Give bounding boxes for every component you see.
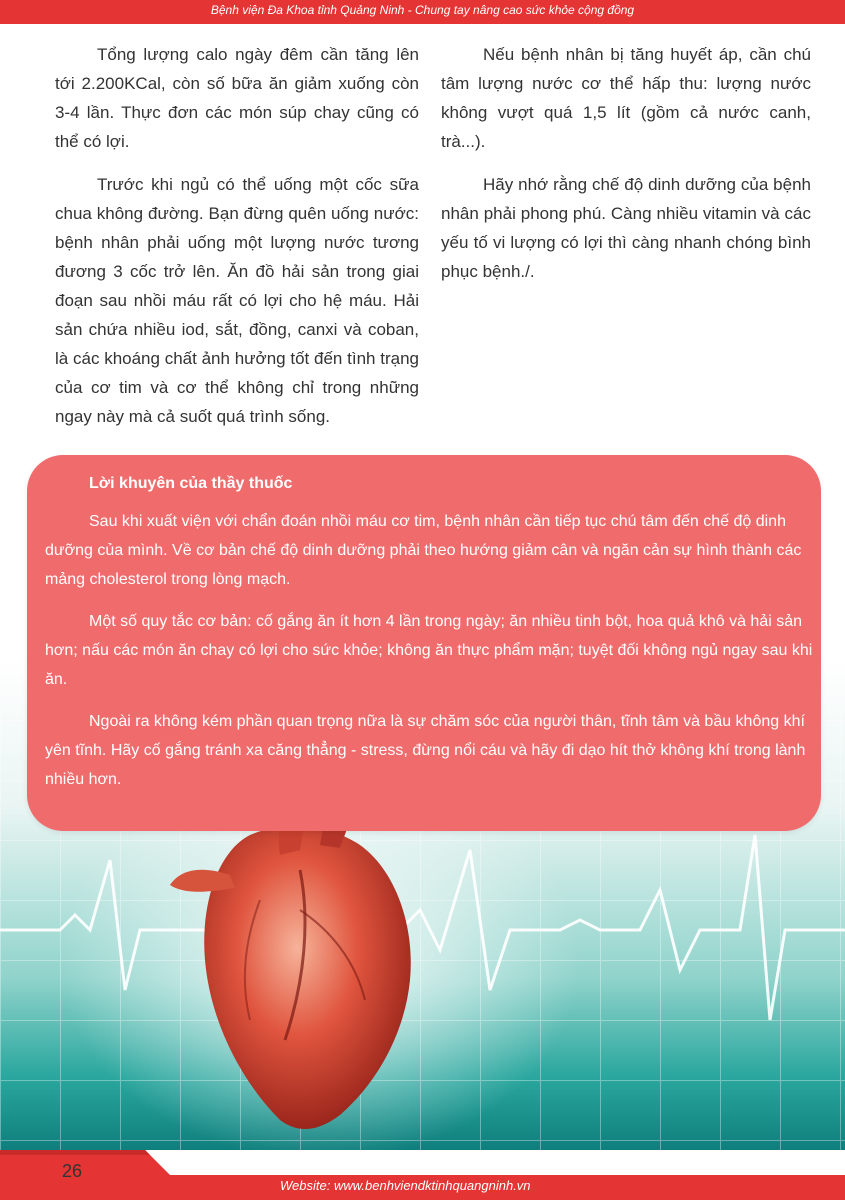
- page-number: 26: [62, 1161, 83, 1181]
- paragraph: Hãy nhớ rằng chế độ dinh dưỡng của bệnh nhân phải phong phú. Càng nhiều vitamin và các yếu tố vi lượng có lợi thì càng nhanh chóng bình phục bệnh./.: [441, 175, 811, 281]
- advice-box: [27, 455, 821, 831]
- website-link[interactable]: Website: www.benhviendktinhquangninh.vn: [280, 1178, 531, 1193]
- column-right: [441, 40, 811, 300]
- header-bar: [0, 0, 845, 24]
- advice-body: [45, 507, 827, 807]
- column-left: [55, 40, 419, 445]
- advice-paragraph: Ngoài ra không kém phần quan trọng nữa là sự chăm sóc của người thân, tĩnh tâm và bầu không khí yên tĩnh. Hãy cố gắng tránh xa căng thẳng - stress, đừng nổi cáu và hãy đi dạo hít thở không khí trong lành nhiều hơn.: [45, 713, 806, 788]
- advice-paragraph: Sau khi xuất viện với chẩn đoán nhồi máu cơ tim, bệnh nhân cần tiếp tục chú tâm đến chế độ dinh dưỡng của mình. Về cơ bản chế độ dinh dưỡng phải theo hướng giảm cân và ngăn cản sự hình thành các mảng cholesterol trong lòng mạch.: [45, 513, 802, 588]
- advice-paragraph: Một số quy tắc cơ bản: cố gắng ăn ít hơn 4 lần trong ngày; ăn nhiều tinh bột, hoa quả khô và hải sản hơn; nấu các món ăn chay có lợi cho sức khỏe; không ăn thực phẩm mặn; tuyệt đối không ngủ ngay sau khi ăn.: [45, 613, 813, 688]
- advice-title: Lời khuyên của thầy thuốc: [89, 475, 293, 492]
- paragraph: Nếu bệnh nhân bị tăng huyết áp, cần chú tâm lượng nước cơ thể hấp thu: lượng nước không vượt quá 1,5 lít (gồm cả nước canh, trà...).: [441, 45, 811, 151]
- header-text: Bệnh viện Đa Khoa tỉnh Quảng Ninh - Chung tay nâng cao sức khỏe cộng đồng: [210, 3, 635, 17]
- paragraph: Trước khi ngủ có thể uống một cốc sữa chua không đường. Bạn đừng quên uống nước: bệnh nhân phải uống một lượng nước tương đương 3 cốc trở lên. Ăn đồ hải sản trong giai đoạn sau nhồi máu rất có lợi cho hệ máu. Hải sản chứa nhiều iod, sắt, đồng, canxi và coban, là các khoáng chất ảnh hưởng tốt đến tình trạng của cơ tim và cơ thể không chỉ trong những ngay này mà cả suốt quá trình sống.: [55, 175, 419, 426]
- paragraph: Tổng lượng calo ngày đêm cần tăng lên tới 2.200KCal, còn số bữa ăn giảm xuống còn 3-4 lần. Thực đơn các món súp chay cũng có thể có lợi.: [55, 45, 419, 151]
